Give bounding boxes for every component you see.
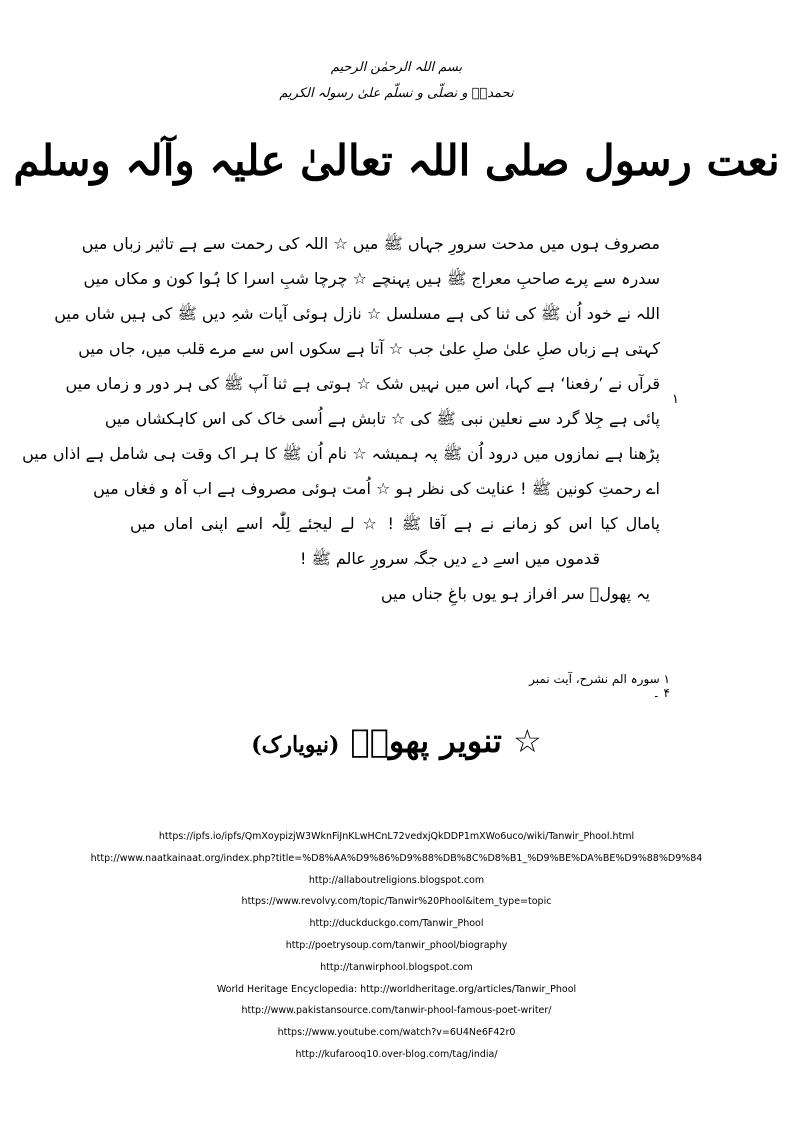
author-name: تنویر پھولؔ [350, 722, 502, 760]
reference-link[interactable]: http://poetrysoup.com/tanwir_phool/biography [285, 939, 508, 951]
reference-link[interactable]: http://kufarooq10.over-blog.com/tag/india/ [295, 1048, 498, 1060]
poem-body [22, 226, 660, 611]
star-icon: ☆ [513, 722, 542, 760]
reference-link[interactable]: https://ipfs.io/ipfs/QmXoypizjW3WknFiJnKLwHCnL72vedxjQkDDP1mXWo6uco/wiki/Tanwir_Phool.html [158, 831, 635, 842]
verse-line: پامال کیا اس کو زمانے نے ہے آقا ﷺ ! ☆ لے لیجئے لِلّٰہ اسے اپنی اماں میں [130, 514, 660, 533]
reference-link[interactable]: http://allaboutreligions.blogspot.com [308, 874, 485, 886]
verse-line: پڑھنا ہے نمازوں میں درود اُن ﷺ پہ ہمیشہ ☆ نام اُن ﷺ کا ہر اک وقت ہی شامل ہے اذاں میں [22, 444, 660, 463]
reference-link[interactable]: http://www.naatkainaat.org/index.php?title=%D8%AA%D9%86%D9%88%DB%8C%D8%B1_%D9%BE%DA%BE%D9%88%D9%84 [90, 852, 703, 864]
verse-line: سدرہ سے پرے صاحبِ معراج ﷺ ہیں پہنچے ☆ چرچا شبِ اسرا کا ہُوا کون و مکاں میں [83, 269, 660, 288]
author-location: (نیویارک) [251, 732, 340, 758]
verse-line: مصروف ہوں میں مدحت سرورِ جہاں ﷺ میں ☆ اللہ کی رحمت سے ہے تاثیر زباں میں [81, 234, 660, 253]
verse-line: قدموں میں اسے دے دیں جگہ سرورِ عالم ﷺ ! [299, 549, 600, 568]
reference-link[interactable]: World Heritage Encyclopedia: http://worldheritage.org/articles/Tanwir_Phool [216, 983, 577, 995]
verse-line: قرآں نے ’رفعنا‘ ہے کہا، اس میں نہیں شک ☆ ہوتی ہے ثنا آپ ﷺ کی ہر دور و زماں میں [65, 374, 660, 393]
verse-line: یہ پھولؔ سر افراز ہو یوں باغِ جناں میں [380, 584, 650, 603]
bismillah: بسم اللہ الرحمٰن الرحیم [330, 60, 463, 75]
verse-line: اے رحمتِ کونین ﷺ ! عنایت کی نظر ہو ☆ اُمت ہوئی مصروف ہے اب آہ و فغاں میں [93, 479, 660, 498]
verse-line: پائی ہے جِلا گرد سے نعلین نبی ﷺ کی ☆ تابش ہے اُسی خاک کی اس کاہکشاں میں [104, 409, 660, 428]
salutation: نحمدہٗ و نصلّی و نسلّم علیٰ رسولہ الکریم [279, 86, 514, 101]
reference-link[interactable]: http://www.pakistansource.com/tanwir-phool-famous-poet-writer/ [241, 1005, 552, 1017]
page-title: نعت رسول صلی اللہ تعالیٰ علیہ وآلہ وسلم [13, 136, 780, 185]
footnote: ۱ سورہ الم نشرح، آیت نمبر ۴ ۔ [529, 672, 670, 700]
reference-link[interactable]: https://www.revolvy.com/topic/Tanwir%20Phool&item_type=topic [241, 896, 552, 908]
verse-line: کہتی ہے زباں صلِ علیٰ صلِ علیٰ جب ☆ آتا ہے سکوں اس سے مرے قلب میں، جاں میں [78, 339, 660, 358]
reference-link[interactable]: http://duckduckgo.com/Tanwir_Phool [309, 918, 484, 930]
reference-link[interactable]: http://tanwirphool.blogspot.com [320, 961, 473, 973]
reference-link[interactable]: https://www.youtube.com/watch?v=6U4Ne6F42r0 [277, 1027, 516, 1039]
author-signature [0, 722, 793, 760]
footnote-marker: ۱ [672, 392, 679, 407]
reference-links [0, 826, 793, 1066]
verse-line: اللہ نے خود اُن ﷺ کی ثنا کی ہے مسلسل ☆ نازل ہوئی آیات شہِ دیں ﷺ کی ہیں شاں میں [54, 304, 660, 323]
